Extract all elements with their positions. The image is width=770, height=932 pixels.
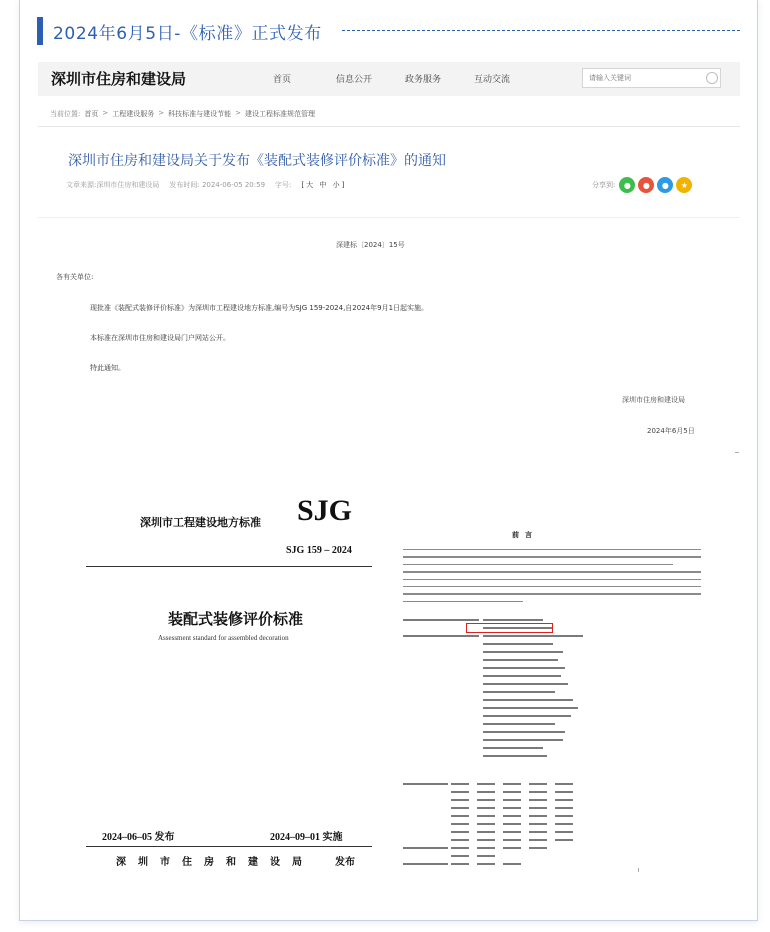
org-label <box>403 667 479 668</box>
nav-item-interaction[interactable]: 互动交流 <box>474 75 511 85</box>
org-value <box>483 675 561 676</box>
org-value <box>483 691 555 692</box>
text-line <box>403 579 701 580</box>
search-input[interactable] <box>582 68 721 88</box>
page-number: I <box>638 868 640 874</box>
font-size-switcher[interactable]: [大 中 小] <box>301 181 347 189</box>
person-name <box>529 847 547 848</box>
person-name <box>555 799 573 800</box>
person-name <box>477 807 495 808</box>
person-name <box>555 791 573 792</box>
paragraph-publication: 本标准在深圳市住房和建设局门户网站公开。 <box>90 334 230 342</box>
person-name <box>529 799 547 800</box>
breadcrumb-sep: > <box>158 109 165 117</box>
org-value <box>483 619 543 620</box>
organization-list <box>403 616 703 760</box>
org-row <box>403 688 703 696</box>
person-name <box>529 831 547 832</box>
signer: 深圳市住房和建设局 <box>622 396 685 404</box>
person-name <box>451 815 469 816</box>
org-value <box>483 659 558 660</box>
people-row <box>403 844 703 852</box>
standard-title-en: Assessment standard for assembled decoration <box>158 634 289 642</box>
website-screenshot <box>38 62 742 462</box>
breadcrumb <box>50 109 315 119</box>
implement-date: 2024–09–01 实施 <box>270 832 343 843</box>
people-label <box>403 839 448 840</box>
people-label <box>403 783 448 784</box>
org-label <box>403 699 479 700</box>
person-name <box>477 831 495 832</box>
person-name <box>503 791 521 792</box>
person-name <box>503 799 521 800</box>
people-label <box>403 823 448 824</box>
person-name <box>451 847 469 848</box>
person-name <box>451 823 469 824</box>
org-row <box>403 656 703 664</box>
org-label <box>403 731 479 732</box>
person-name <box>451 783 469 784</box>
breadcrumb-sep: > <box>235 109 241 117</box>
org-row <box>403 672 703 680</box>
org-label <box>403 683 479 684</box>
document-number: 深建标〔2024〕15号 <box>336 241 405 249</box>
text-line <box>403 586 701 587</box>
org-row <box>403 616 703 624</box>
person-name <box>555 831 573 832</box>
paragraph-closing: 特此通知。 <box>90 364 125 372</box>
cover-issue-word: 发布 <box>335 857 355 868</box>
person-name <box>503 815 521 816</box>
breadcrumb-lead: 当前位置: <box>50 110 81 118</box>
headline-accent-bar <box>37 17 43 45</box>
breadcrumb-tech-standards[interactable]: 科技标准与建设节能 <box>168 110 232 118</box>
org-label <box>403 659 479 660</box>
people-row <box>403 796 703 804</box>
org-value <box>483 651 563 652</box>
person-name <box>477 847 495 848</box>
org-row <box>403 648 703 656</box>
cover-issuer: 深圳市住房和建设局 <box>116 857 314 868</box>
person-name <box>451 839 469 840</box>
org-label <box>403 691 479 692</box>
org-row <box>403 752 703 760</box>
paragraph-approval: 现批准《装配式装修评价标准》为深圳市工程建设地方标准,编号为SJG 159-2024,自2024年9月1日起实施。 <box>90 304 429 312</box>
person-name <box>477 839 495 840</box>
person-name <box>503 863 521 864</box>
org-value <box>483 747 543 748</box>
person-name <box>503 839 521 840</box>
wechat-share-icon[interactable]: ● <box>619 177 635 193</box>
breadcrumb-standards-management[interactable]: 建设工程标准规范管理 <box>244 110 315 118</box>
org-label <box>403 643 479 644</box>
people-label <box>403 815 448 816</box>
meta-divider <box>38 217 740 218</box>
article-meta <box>66 180 346 190</box>
article-title: 深圳市住房和建设局关于发布《装配式装修评价标准》的通知 <box>68 153 446 169</box>
org-value <box>483 667 565 668</box>
people-row <box>403 820 703 828</box>
cover-rule <box>86 566 372 567</box>
org-value <box>483 731 565 732</box>
breadcrumb-home[interactable]: 首页 <box>84 110 99 118</box>
people-row <box>403 836 703 844</box>
people-row <box>403 852 703 860</box>
org-row <box>403 696 703 704</box>
people-label <box>403 807 448 808</box>
person-name <box>529 839 547 840</box>
standard-code: SJG 159 – 2024 <box>286 545 352 556</box>
org-label <box>403 707 479 708</box>
org-value <box>483 723 555 724</box>
article-published: 发布时间: 2024-06-05 20:59 <box>169 181 266 189</box>
org-label <box>403 651 479 652</box>
person-name <box>477 863 495 864</box>
org-value <box>483 635 583 636</box>
org-label <box>403 755 479 756</box>
org-value <box>483 683 568 684</box>
breadcrumb-sep: > <box>102 109 109 117</box>
highlight-box <box>466 623 553 633</box>
people-row <box>403 828 703 836</box>
org-row <box>403 704 703 712</box>
nav-item-home[interactable]: 首页 <box>273 75 292 85</box>
person-name <box>503 823 521 824</box>
person-name <box>477 815 495 816</box>
standard-title: 装配式装修评价标准 <box>168 610 304 628</box>
person-name <box>451 863 469 864</box>
people-row <box>403 804 703 812</box>
weibo-share-icon[interactable]: ● <box>638 177 654 193</box>
person-name <box>503 831 521 832</box>
search-icon[interactable] <box>706 72 718 84</box>
people-row <box>403 812 703 820</box>
person-name <box>503 783 521 784</box>
org-value <box>483 715 571 716</box>
scroll-tick <box>735 452 739 453</box>
person-name <box>529 807 547 808</box>
org-value <box>483 755 547 756</box>
org-label <box>403 635 479 636</box>
publish-date: 2024–06–05 发布 <box>102 832 175 843</box>
org-row <box>403 744 703 752</box>
org-row <box>403 720 703 728</box>
person-name <box>451 791 469 792</box>
org-value <box>483 699 573 700</box>
org-label <box>403 739 479 740</box>
cover-rule-bottom <box>86 846 372 847</box>
person-name <box>555 823 573 824</box>
salutation: 各有关单位: <box>56 273 94 281</box>
org-label <box>403 619 479 620</box>
people-label <box>403 855 448 856</box>
share-bar <box>592 177 695 193</box>
headline-divider <box>342 30 740 31</box>
people-label <box>403 799 448 800</box>
org-label <box>403 715 479 716</box>
sjg-logo: SJG <box>297 494 353 527</box>
org-value <box>483 643 553 644</box>
text-line <box>403 571 701 572</box>
org-row <box>403 736 703 744</box>
section-headline <box>37 17 322 45</box>
text-line <box>403 601 523 602</box>
article-source: 文章来源:深圳市住房和建设局 <box>66 181 160 189</box>
headline-text: 2024年6月5日-《标准》正式发布 <box>53 23 322 44</box>
person-name <box>529 823 547 824</box>
org-row <box>403 712 703 720</box>
breadcrumb-engineering[interactable]: 工程建设服务 <box>112 110 155 118</box>
person-name <box>503 807 521 808</box>
qzone-share-icon[interactable]: ★ <box>676 177 692 193</box>
person-name <box>529 815 547 816</box>
org-value <box>483 707 578 708</box>
person-name <box>555 783 573 784</box>
person-name <box>477 823 495 824</box>
preface-title: 前言 <box>512 531 538 539</box>
org-row <box>403 640 703 648</box>
site-navbar <box>38 62 740 96</box>
org-row <box>403 632 703 640</box>
people-row <box>403 860 703 868</box>
share-label: 分享到: <box>592 181 616 189</box>
person-name <box>451 807 469 808</box>
person-name <box>529 783 547 784</box>
person-name <box>451 855 469 856</box>
people-label <box>403 863 448 864</box>
person-name <box>529 791 547 792</box>
org-row <box>403 624 703 632</box>
people-row <box>403 788 703 796</box>
people-label <box>403 847 448 848</box>
people-row <box>403 780 703 788</box>
org-label <box>403 723 479 724</box>
cover-series: 深圳市工程建设地方标准 <box>140 516 261 529</box>
person-name <box>503 847 521 848</box>
breadcrumb-divider <box>38 126 740 127</box>
org-label <box>403 675 479 676</box>
nav-item-services[interactable]: 政务服务 <box>405 75 442 85</box>
text-line <box>403 593 701 594</box>
org-row <box>403 664 703 672</box>
person-name <box>555 815 573 816</box>
person-name <box>555 807 573 808</box>
org-row <box>403 680 703 688</box>
text-line <box>403 564 673 565</box>
people-label <box>403 831 448 832</box>
person-name <box>477 791 495 792</box>
person-name <box>477 799 495 800</box>
font-size-label: 字号: <box>275 181 292 189</box>
org-row <box>403 728 703 736</box>
org-value <box>483 739 563 740</box>
nav-item-info[interactable]: 信息公开 <box>336 75 373 85</box>
qq-share-icon[interactable]: ● <box>657 177 673 193</box>
person-name <box>477 855 495 856</box>
person-name <box>555 839 573 840</box>
person-name <box>451 799 469 800</box>
site-logo[interactable]: 深圳市住房和建设局 <box>51 70 187 88</box>
people-list <box>403 780 703 868</box>
sign-date: 2024年6月5日 <box>647 427 695 435</box>
org-label <box>403 747 479 748</box>
text-line <box>403 556 701 557</box>
text-line <box>403 549 701 550</box>
person-name <box>451 831 469 832</box>
preface-text-block <box>403 549 703 608</box>
person-name <box>477 783 495 784</box>
people-label <box>403 791 448 792</box>
